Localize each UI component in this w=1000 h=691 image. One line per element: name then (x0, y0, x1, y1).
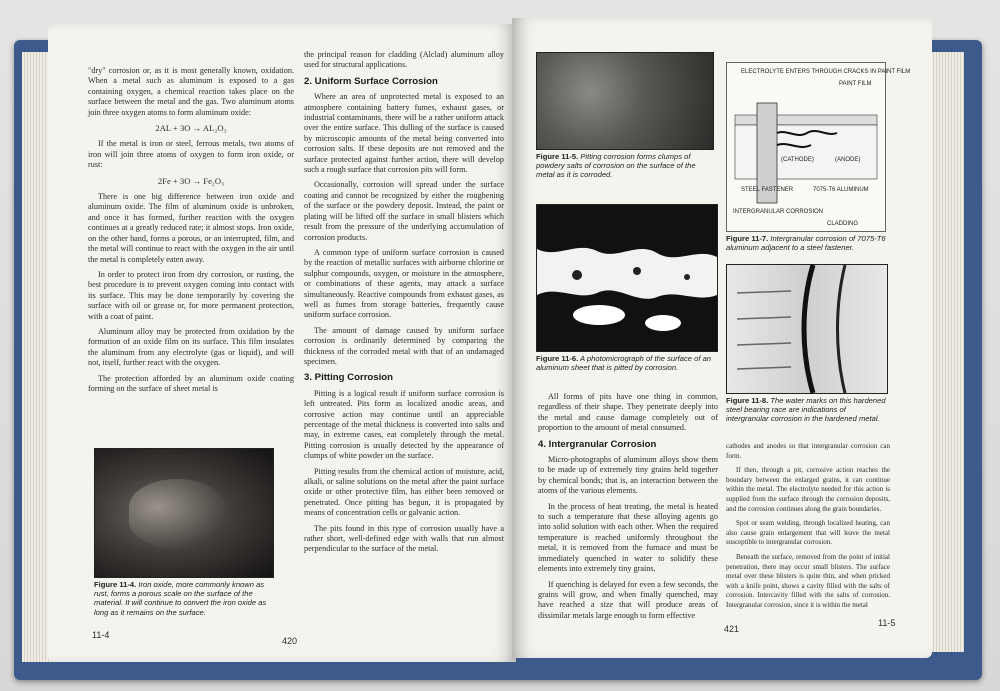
paragraph: All forms of pits have one thing in common, regardless of their shape. They penetrate deeply into the metal and cause damage completely out of proportion to the amount of metal consumed. (538, 392, 718, 433)
right-column-1 (538, 392, 718, 626)
paragraph: There is one big difference between iron oxide and aluminum oxide. The film of aluminum oxide is unbroken, and once it has formed, further reaction with the oxygen continues at a greatly reduced rate; it almost stops. Iron oxide, on the other hand, forms a porous, or an interrupted, film, and the metal will continue to react with the oxygen in the air until the metal is completely eaten away. (88, 192, 294, 264)
label-steel-fastener: STEEL FASTENER (741, 187, 794, 193)
figure-11-7-diagram (726, 62, 911, 232)
figure-11-8-photo (726, 264, 888, 394)
figure-11-6-caption (536, 354, 720, 372)
figure-11-8-caption (726, 396, 890, 424)
left-column-2 (304, 50, 504, 560)
paragraph: Occasionally, corrosion will spread under the surface coating and cannot be recognized by either the roughening of the surface or the powdery deposit. Instead, the paint or plating will be lifted off the surface in small blisters which result from the pressure of the underlying accumulation of corrosion products. (304, 180, 504, 242)
paragraph: Spot or seam welding, through localized heating, can also cause grain enlargement that will leave the metal susceptible to intergranular corrosion. (726, 519, 890, 547)
equation-iron-oxide: 2Fe + 3O → Fe₂O₃ (157, 175, 225, 186)
figure-number: Figure 11-8. (726, 396, 769, 405)
page-number: 421 (724, 624, 740, 634)
paragraph: Pitting results from the chemical action of moisture, acid, alkali, or saline solutions on the metal after the paint surface oxide or other protective film, has either been removed or penetrated. Once pitting has begun, it is propagated by means of concentration cells or galvanic action. (304, 466, 504, 518)
paragraph: In order to protect iron from dry corrosion, or rusting, the best procedure is to prevent oxygen coming into contact with its surface. This may be done temporarily by covering the surface with oil or grease or, for more permanent protection, with a coat of paint. (88, 269, 294, 321)
label-7075-aluminum: 7075-T6 ALUMINUM (813, 187, 869, 193)
caption-text: Pitting corrosion forms clumps of powdery salts of corrosion on the surface of the metal as it is corroded. (536, 152, 696, 180)
paragraph: If then, through a pit, corrosive action reaches the boundary between the enlarged grains, it can continue within the metal. The electrolyte needed for this action is supplied from the surface through the corrosion deposits, and the corrosion continues along the grain boundaries. (726, 466, 890, 513)
caption-text: Intergranular corrosion of 7075-T6 aluminum adjacent to a steel fastener. (726, 234, 886, 253)
label-intergranular: INTERGRANULAR CORROSION (733, 209, 824, 215)
paragraph: The protection afforded by an aluminum oxide coating forming on the surface of sheet metal is (88, 373, 294, 393)
paragraph: Micro-photographs of aluminum alloys show them to be made up of extremely tiny grains held together by chemical bonds; that is, an interaction between the atoms of the various elements. (538, 455, 718, 496)
paragraph: Where an area of unprotected metal is exposed to an atmosphere containing battery fumes, exhaust gases, or industrial contaminants, there will be a rather uniform attack over the entire surface. This dulling of the surface is caused by microscopic amounts of the metal being converted into corrosion salts. If these deposits are not removed and the surface protected against further action, there will develop such a rough surface that corrosion pits will form. (304, 92, 504, 175)
caption-text: The water marks on this hardened steel bearing race are indications of intergranular corrosion in the hardened metal. (726, 396, 886, 424)
paragraph: the principal reason for cladding (Alclad) aluminum alloy used for structural applications. (304, 50, 504, 70)
figure-number: Figure 11-5. (536, 152, 579, 161)
label-cathode: (CATHODE) (781, 157, 814, 163)
paragraph: Aluminum alloy may be protected from oxidation by the formation of an oxide film on its surface. This film insulates the aluminum from any electrolyte (gas or liquid), and will not, itself, further react with the oxygen. (88, 326, 294, 368)
label-paint-film: PAINT FILM (839, 81, 872, 87)
label-anode: (ANODE) (835, 157, 861, 163)
photomicrograph (537, 205, 717, 351)
paragraph: cathodes and anodes so that intergranular corrosion can form. (726, 442, 890, 460)
footer-section-number: 11-4 (92, 630, 110, 640)
figure-number: Figure 11-4. (94, 580, 137, 589)
paragraph: In the process of heat treating, the metal is heated to such a temperature that these alloying agents go into solid solution with each other. When the required temperature is reached uniformly throughout the metal, it is removed from the furnace and must be immediately quenched in water to solidify these elements into extremely tiny grains. (538, 501, 718, 574)
section-heading-intergranular: 4. Intergranular Corrosion (538, 438, 657, 450)
paragraph: A common type of uniform surface corrosion is caused by the reaction of metallic surfaces with airborne chlorine or sulphur compounds, oxygen, or moisture in the atmosphere, or combinations of these agents, may attack a surface simultaneously. Reactive compounds from exhaust gases, as well as fumes from storage batteries, frequently cause uniform surface corrosion. (304, 247, 504, 320)
figure-11-4-caption (94, 580, 276, 617)
paragraph: "dry" corrosion or, as it is most generally known, oxidation. When a metal such as aluminum is exposed to a gas containing oxygen, a chemical reaction takes place on the surface between the metal and the gas. Two aluminum atoms join three oxygen atoms to form aluminum oxide: (88, 66, 294, 117)
paragraph: The pits found in this type of corrosion usually have a rather short, well-defined edge with walls that run almost perpendicular to the surface of the metal. (304, 523, 504, 554)
paragraph: The amount of damage caused by uniform surface corrosion is ordinarily determined by comparing the thickness of the corroded metal with that of an undamaged specimen. (304, 325, 504, 366)
figure-11-6-photo (536, 204, 718, 352)
paragraph: If quenching is delayed for even a few seconds, the grains will grow, and when finally quenched, may have reached a size that will produce areas of dissimilar metals large enough to form effective (538, 579, 718, 620)
left-page (48, 24, 516, 662)
right-column-2 (726, 442, 890, 616)
paragraph: Pitting is a logical result if uniform surface corrosion is left untreated. Pits form as localized anodic areas, and corrosive action may continue until an appreciable percentage of the metal thickness is converted into salts and may, in extreme cases, eat completely through the metal. Pitting corrosion is usually detected by the appearance of clumps of white powder on the surface. (304, 388, 504, 461)
section-heading-uniform: 2. Uniform Surface Corrosion (304, 75, 438, 87)
equation-aluminum-oxide: 2AL + 3O → AL₂O₃ (155, 123, 227, 134)
figure-11-5-caption (536, 152, 716, 180)
footer-section-number: 11-5 (878, 618, 896, 628)
rusted-pipe (129, 479, 225, 549)
caption-text: Iron oxide, more commonly known as rust, forms a porous scale on the surface of the material. It will continue to convert the iron oxide as long as it remains on the surface. (94, 580, 267, 617)
figure-11-4-photo (94, 448, 274, 578)
section-heading-pitting: 3. Pitting Corrosion (304, 372, 394, 384)
bearing-race (727, 265, 887, 393)
right-page (512, 18, 932, 658)
label-cladding: CLADDING (827, 221, 859, 227)
label-electrolyte: ELECTROLYTE ENTERS THROUGH CRACKS IN PAINT FILM (741, 69, 911, 75)
figure-number: Figure 11-7. (726, 234, 769, 243)
paragraph: Beneath the surface, removed from the point of initial penetration, there may occur small blisters. The surface metal over these blisters is quite thin, and when pricked with a knife point, shows a cavity filled with the salts of corrosion. Intercavity filled with the salts of corrosion. Intergranular corrosion, since it is within the metal (726, 552, 890, 609)
caption-text: A photomicrograph of the surface of an aluminum sheet that is pitted by corrosion. (536, 354, 712, 373)
figure-11-7-caption (726, 234, 888, 252)
figure-number: Figure 11-6. (536, 354, 579, 363)
left-column-1 (88, 66, 294, 399)
page-stack-right (928, 52, 964, 652)
page-number: 420 (282, 636, 298, 646)
figure-11-5-photo (536, 52, 714, 150)
paragraph: If the metal is iron or steel, ferrous metals, two atoms of iron will join three atoms of oxygen to form iron oxide, or rust: (88, 139, 294, 170)
